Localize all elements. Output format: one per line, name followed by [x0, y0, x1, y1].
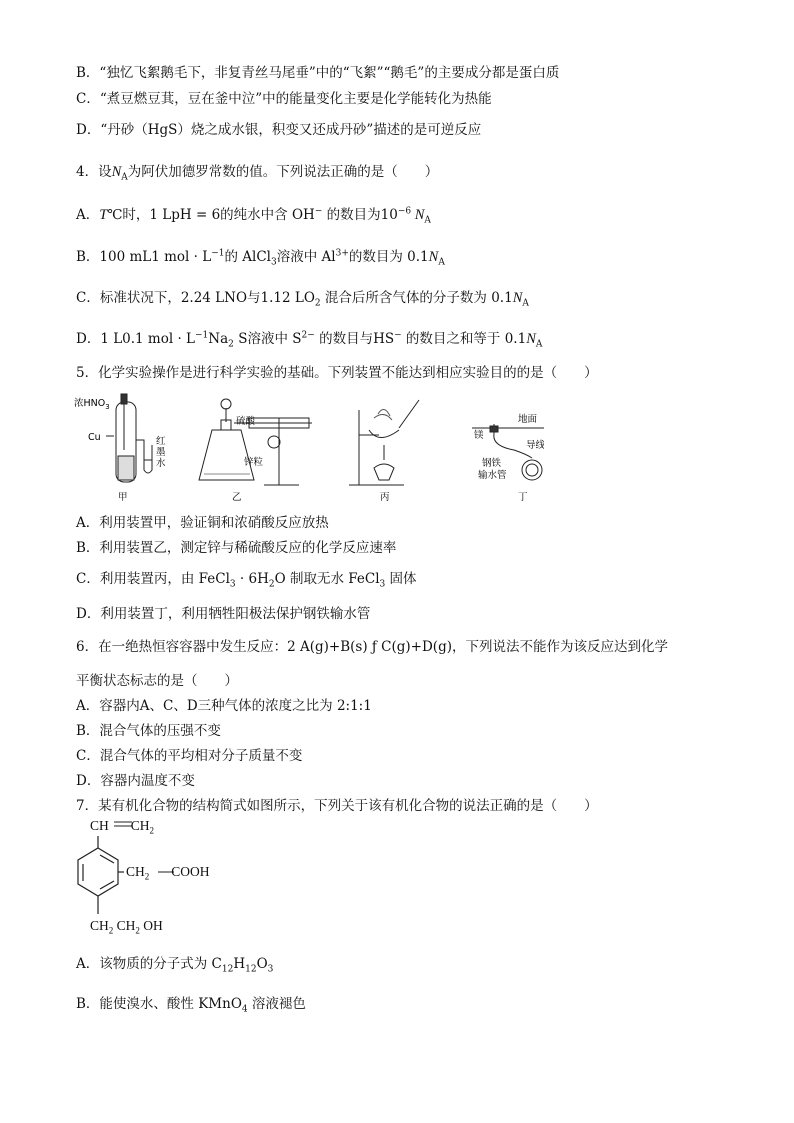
apparatus-bing	[349, 400, 419, 485]
label-wire: 导线	[526, 440, 544, 451]
label-red-ink-3: 水	[156, 458, 166, 469]
hydroxyethyl-group: $CH_2$ $CH_2$ OH	[90, 918, 163, 936]
apparatus-drawing	[74, 390, 544, 505]
apparatus-yi	[199, 399, 312, 485]
q4-option-a: A．T℃时，1 LpH = 6的纯水中含 OH− 的数目为$10^{-6}$ $N_A$	[76, 206, 431, 226]
q6-option-c: C．混合气体的平均相对分子质量不变	[76, 748, 303, 764]
label-cu: Cu	[88, 432, 101, 443]
q3-option-c: C．“煮豆燃豆萁，豆在釜中泣”中的能量变化主要是化学能转化为热能	[76, 91, 492, 107]
label-red-ink-1: 红	[156, 436, 166, 447]
q5-option-c: C．利用装置丙，由 FeCl$_3$ · $6H_2O$ 制取无水 FeCl$_3$ 固体	[76, 571, 417, 590]
q3-option-b: B．“独忆飞絮鹅毛下，非复青丝马尾垂”中的“飞絮”“鹅毛”的主要成分都是蛋白质	[76, 65, 560, 81]
q4-option-d: D．1 L0.1 mol · $L^{-1}Na_2$ S溶液中 $S^{2-}$ 的数目与HS− 的数目之和等于 $0.1N_A$	[76, 330, 543, 350]
label-zinc: 锌粒	[244, 457, 264, 468]
label-h2so4: 硫酸	[236, 416, 256, 427]
q5-stem: 5．化学实验操作是进行科学实验的基础。下列装置不能达到相应实验目的的是（ ）	[76, 365, 598, 381]
q5-option-d: D．利用装置丁，利用牺牲阳极法保护钢铁输水管	[76, 606, 371, 622]
label-iron: 镁	[474, 430, 484, 441]
q6-stem-line1: 6．在一绝热恒容容器中发生反应：2 A(g)+B(s) ƒ C(g)+D(g)，下列说法不能作为该反应达到化学	[76, 639, 668, 655]
q5-option-a: A．利用装置甲，验证铜和浓硝酸反应放热	[76, 515, 329, 531]
q6-option-b: B．混合气体的压强不变	[76, 723, 221, 739]
vinyl-group: CH $CH_2$	[90, 818, 155, 836]
label-ding: 丁	[518, 492, 528, 503]
q5-option-b: B．利用装置乙，测定锌与稀硫酸反应的化学反应速率	[76, 540, 397, 556]
q6-stem-line2: 平衡状态标志的是（ ）	[76, 673, 238, 689]
q3-option-d: D．“丹砂（HgS）烧之成水银，积变又还成丹砂”描述的是可逆反应	[76, 122, 482, 138]
label-ground: 地面	[518, 414, 538, 425]
q6-option-a: A．容器内A、C、D三种气体的浓度之比为 2:1:1	[76, 698, 372, 714]
label-yi: 乙	[232, 492, 242, 503]
apparatus-figure	[74, 390, 544, 505]
q4-stem: 4．设$N_A$为阿伏加德罗常数的值。下列说法正确的是（ ）	[76, 164, 439, 183]
q4-option-c: C．标准状况下，2.24 LNO与1.12 $LO_2$ 混合后所含气体的分子数为 $0.1N_A$	[76, 290, 529, 309]
acetic-acid-group: $CH_2$ COOH	[126, 864, 210, 882]
apparatus-jia	[106, 394, 152, 482]
q4-option-b: B．100 mL1 mol · $L^{-1}$的 AlCl$_3$溶液中 $Al^{3+}$的数目为 $0.1N_A$	[76, 248, 445, 268]
q7-option-a: A．该物质的分子式为 $C_{12}H_{12}O_3$	[76, 956, 274, 975]
label-bing: 丙	[380, 492, 390, 503]
q6-option-d: D．容器内温度不变	[76, 773, 195, 789]
label-jia: 甲	[118, 492, 128, 503]
label-red-ink-2: 墨	[156, 447, 166, 458]
label-hno3: 浓$HNO_3$	[74, 398, 110, 411]
structural-formula	[74, 818, 274, 946]
label-pipe-2: 输水管	[478, 470, 507, 481]
q7-option-b: B．能使溴水、酸性 KMnO$_4$ 溶液褪色	[76, 996, 306, 1015]
q7-stem: 7．某有机化合物的结构简式如图所示，下列关于该有机化合物的说法正确的是（ ）	[76, 798, 598, 814]
label-pipe-1: 钢铁	[482, 458, 502, 469]
